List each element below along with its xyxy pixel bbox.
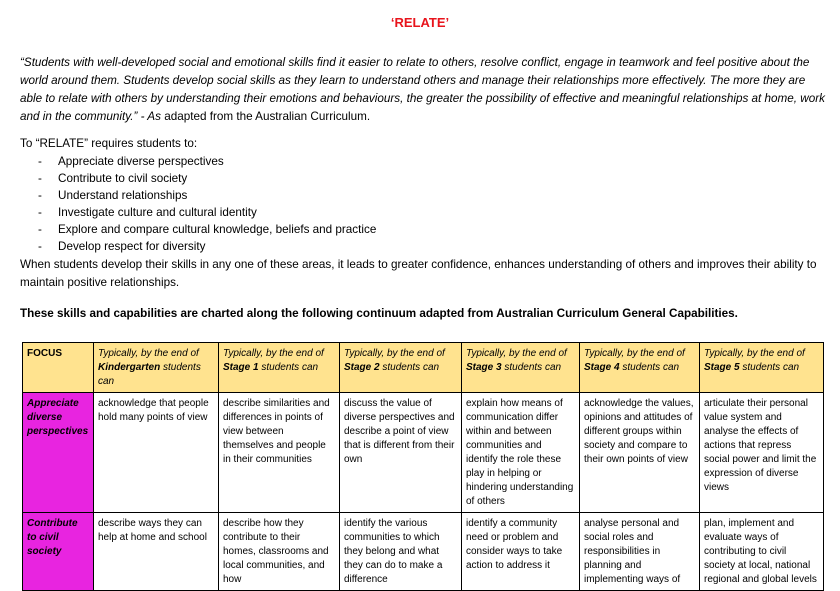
quote-attribution-prefix: - As xyxy=(137,110,161,123)
dash-bullet: - xyxy=(38,172,42,185)
dash-bullet: - xyxy=(38,223,42,236)
list-item: - Investigate culture and cultural identity xyxy=(38,206,257,219)
stage-header-stage-3: Typically, by the end of Stage 3 students can xyxy=(462,343,580,393)
dash-bullet: - xyxy=(38,206,42,219)
dash-bullet: - xyxy=(38,155,42,168)
list-item: - Explore and compare cultural knowledge, beliefs and practice xyxy=(38,223,377,236)
focus-header: FOCUS xyxy=(23,343,94,393)
table-cell: acknowledge the values, opinions and attitudes of different groups within society and compare to their own points of view xyxy=(580,393,700,513)
quote-attribution: adapted from the Australian Curriculum. xyxy=(160,110,371,123)
list-item: - Contribute to civil society xyxy=(38,172,188,185)
table-cell: describe ways they can help at home and school xyxy=(94,513,219,591)
dash-bullet: - xyxy=(38,240,42,253)
table-cell: identify a community need or problem and consider ways to take action to address it xyxy=(462,513,580,591)
table-cell: describe how they contribute to their homes, classrooms and local communities, and how xyxy=(219,513,340,591)
list-item: - Develop respect for diversity xyxy=(38,240,206,253)
stage-header-kindergarten: Typically, by the end of Kindergarten students can xyxy=(94,343,219,393)
table-cell: articulate their personal value system and analyse the effects of actions that repress social power and limit the expression of diverse views xyxy=(700,393,824,513)
requirements-list xyxy=(20,153,376,255)
list-item: - Understand relationships xyxy=(38,189,188,202)
curriculum-quote xyxy=(20,54,825,126)
stage-header-stage-1: Typically, by the end of Stage 1 students can xyxy=(219,343,340,393)
quote-text: “Students with well-developed social and emotional skills find it easier to relate to others, resolve conflict, engage in teamwork and feel positive about the world around them. Students develop social skills as they learn to understand others and manage their relationships more effectively. The more they are able to relate with others by understanding their emotions and behaviours, the greater the possibility of effective and meaningful relationships at home, work and in the community.” xyxy=(20,56,825,123)
closing-paragraph: When students develop their skills in any one of these areas, it leads to greater confidence, enhances understanding of others and improves their ability to maintain positive relationships. xyxy=(20,258,817,289)
table-row xyxy=(23,393,824,513)
stage-header-stage-4: Typically, by the end of Stage 4 students can xyxy=(580,343,700,393)
intro-text: To “RELATE” requires students to: xyxy=(20,137,198,150)
continuum-table xyxy=(22,342,824,591)
table-cell: identify the various communities to which they belong and what they can do to make a difference xyxy=(340,513,462,591)
dash-bullet: - xyxy=(38,189,42,202)
stage-header-stage-5: Typically, by the end of Stage 5 students can xyxy=(700,343,824,393)
focus-cell: Appreciate diverse perspectives xyxy=(23,393,94,513)
table-cell: explain how means of communication differ within and between communities and identify the role these play in helping or hindering understanding of others xyxy=(462,393,580,513)
table-heading: These skills and capabilities are charted along the following continuum adapted from Australian Curriculum General Capabilities. xyxy=(20,307,738,320)
table-cell: plan, implement and evaluate ways of contributing to civil society at local, national regional and global levels xyxy=(700,513,824,591)
focus-cell: Contribute to civil society xyxy=(23,513,94,591)
page-title: ‘RELATE’ xyxy=(390,15,450,30)
table-cell: acknowledge that people hold many points of view xyxy=(94,393,219,513)
list-item: - Appreciate diverse perspectives xyxy=(38,155,224,168)
stage-header-stage-2: Typically, by the end of Stage 2 students can xyxy=(340,343,462,393)
table-cell: describe similarities and differences in points of view between themselves and people in their communities xyxy=(219,393,340,513)
table-header-row xyxy=(23,343,824,393)
table-cell: analyse personal and social roles and responsibilities in planning and implementing ways of xyxy=(580,513,700,591)
table-cell: discuss the value of diverse perspectives and describe a point of view that is different from their own xyxy=(340,393,462,513)
table-row xyxy=(23,513,824,591)
